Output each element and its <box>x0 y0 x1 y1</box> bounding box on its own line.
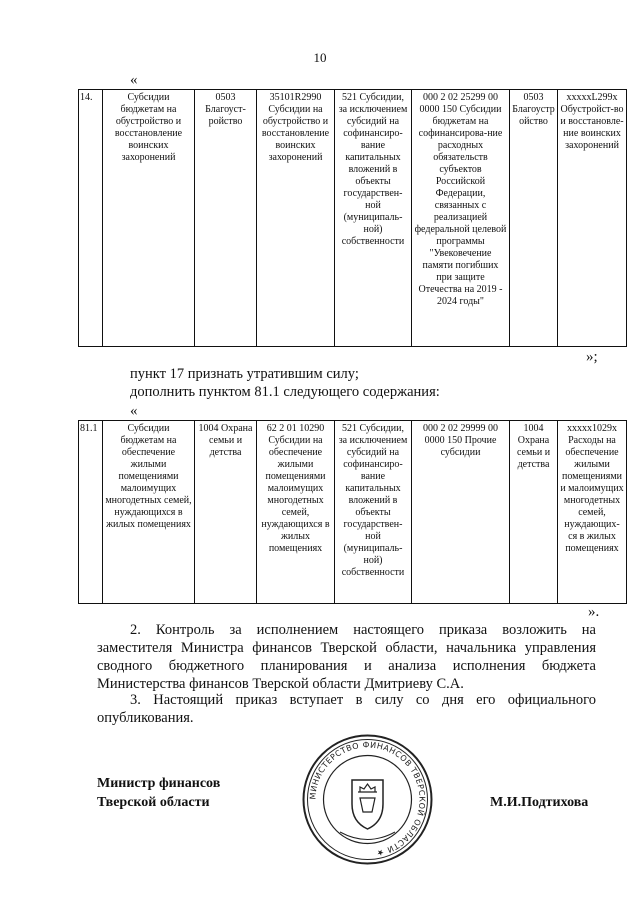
cell-name: Субсидии бюджетам на обустройство и восстановление воинских захоронений <box>103 90 195 347</box>
cell-expense-type: 521 Субсидии, за исключением субсидий на софинансиро-вание капитальных вложений в объекты государствен-ной (муниципаль-ной) собственности <box>335 421 412 604</box>
cell-revenue-code: 000 2 02 29999 00 0000 150 Прочие субсидии <box>412 421 510 604</box>
open-quote: « <box>130 403 138 419</box>
open-quote: « <box>130 72 138 88</box>
paragraph-2-line: сводного бюджетного планирования и анализа исполнения бюджета <box>97 658 596 674</box>
text-line: пункт 17 признать утратившим силу; <box>130 366 359 382</box>
paragraph-2-line: заместителя Министра финансов Тверской области, начальника управления <box>97 640 596 656</box>
signer-title: Тверской области <box>97 795 210 810</box>
text-line: дополнить пунктом 81.1 следующего содержания: <box>130 384 440 400</box>
close-quote: »; <box>586 349 598 365</box>
cell-number: 81.1 <box>79 421 103 604</box>
cell-target-article: 35101R2990 Субсидии на обустройство и восстановление воинских захоронений <box>257 90 335 347</box>
table-item-14 <box>78 89 627 347</box>
cell-section: 1004 Охрана семьи и детства <box>195 421 257 604</box>
paragraph-2-line: 2. Контроль за исполнением настоящего приказа возложить на <box>130 622 596 638</box>
cell-number: 14. <box>79 90 103 347</box>
page-number: 10 <box>313 50 327 65</box>
paragraph-3-line: 3. Настоящий приказ вступает в силу со дня его официального <box>130 692 596 708</box>
cell-expense-type: 521 Субсидии, за исключением субсидий на софинансиро-вание капитальных вложений в объекты государствен-ной (муниципаль-ной) собственности <box>335 90 412 347</box>
paragraph-3-line: опубликования. <box>97 710 194 726</box>
table-row <box>79 90 627 347</box>
signer-title: Министр финансов <box>97 776 221 791</box>
cell-target-article: 62 2 01 10290 Субсидии на обеспечение жилыми помещениями малоимущих многодетных семей, нуждающихся в жилых помещениях <box>257 421 335 604</box>
cell-local-code: xxxxx1029x Расходы на обеспечение жилыми помещениями и малоимущих многодетных семей, нуждающих-ся в жилых помещениях <box>558 421 627 604</box>
cell-revenue-code: 000 2 02 25299 00 0000 150 Субсидии бюджетам на софинансирова-ние расходных обязательств субъектов Российской Федерации, связанных с реализацией федеральной целевой программы "Увековечение памяти погибших при защите Отечества на 2019 - 2024 годы" <box>412 90 510 347</box>
cell-local-code: xxxxxL299x Обустройст-во и восстановле-ние воинских захоронений <box>558 90 627 347</box>
close-quote: ». <box>588 604 600 620</box>
cell-name: Субсидии бюджетам на обеспечение жилыми помещениями малоимущих многодетных семей, нуждающихся в жилых помещениях <box>103 421 195 604</box>
cell-section-2: 1004 Охрана семьи и детства <box>510 421 558 604</box>
signer-name: М.И.Подтихова <box>490 795 589 810</box>
table-item-81-1 <box>78 420 627 604</box>
table-row <box>79 421 627 604</box>
svg-text:МИНИСТЕРСТВО ФИНАНСОВ ТВЕРСКОЙ: МИНИСТЕРСТВО ФИНАНСОВ ТВЕРСКОЙ ОБЛАСТИ ★ <box>308 740 427 858</box>
official-seal-icon <box>300 732 435 867</box>
cell-section-2: 0503 Благоустр ойство <box>510 90 558 347</box>
cell-section: 0503 Благоуст-ройство <box>195 90 257 347</box>
paragraph-2-line: Министерства финансов Тверской области Дмитриеву С.А. <box>97 676 464 692</box>
